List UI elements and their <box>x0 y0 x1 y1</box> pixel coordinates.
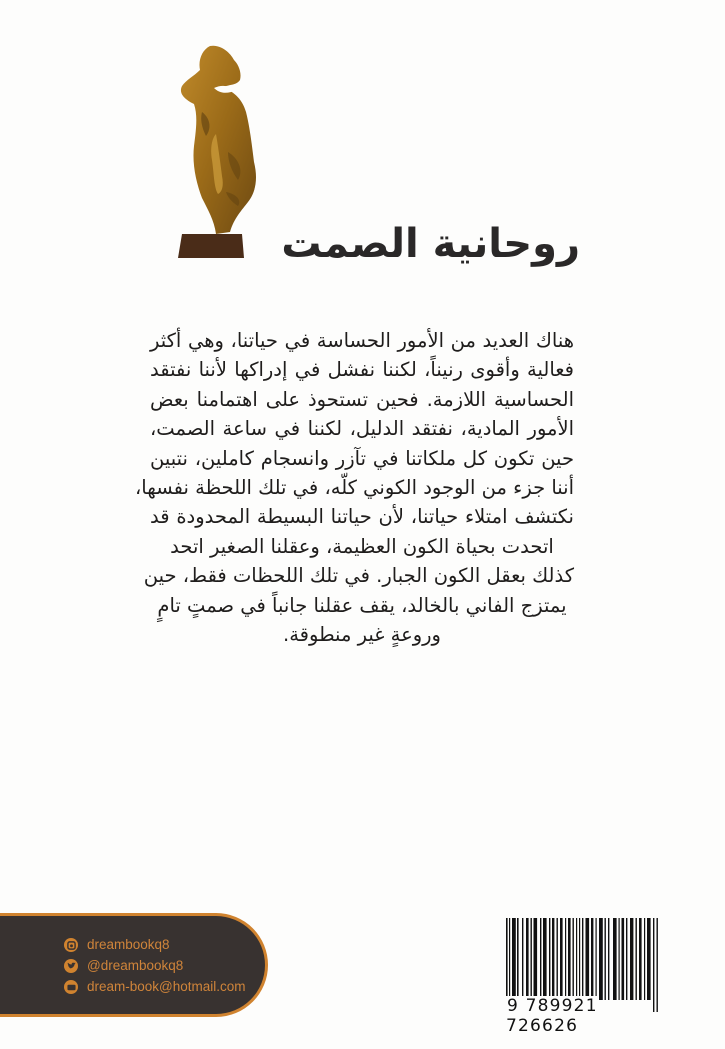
blurb-line: وروعةٍ غير منطوقة. <box>283 623 441 647</box>
social-row-twitter[interactable] <box>64 957 183 975</box>
twitter-handle: @dreambookq8 <box>87 958 184 973</box>
book-title: روحانية الصمت <box>281 221 580 267</box>
blurb-line: الحساسية اللازمة. فحين تستحوذ على اهتمامنا بعض <box>150 387 574 411</box>
blurb-line: هناك العديد من الأمور الحساسة في حياتنا، وهي أكثر <box>150 329 574 352</box>
blurb-line: فعالية وأقوى رنيناً، لكننا نفشل في إدراكها لأننا نفتقد <box>150 358 574 382</box>
blurb-line: حين تكون كل ملكاتنا في تآزر وانسجام كاملين، نتبين <box>150 446 574 470</box>
twitter-icon <box>64 959 78 973</box>
social-row-email[interactable] <box>64 978 246 996</box>
isbn-number: 9 789921 726626 <box>506 996 598 1036</box>
email-address: dream-book@hotmail.com <box>87 979 246 994</box>
book-blurb <box>135 326 574 649</box>
instagram-handle: dreambookq8 <box>87 937 170 952</box>
blurb-line: اتحدت بحياة الكون العظيمة، وعقلنا الصغير اتحد <box>170 534 554 558</box>
blurb-line: يمتزج الفاني بالخالد، يقف عقلنا جانباً في صمتٍ تامٍ <box>157 593 567 617</box>
email-icon <box>64 980 78 994</box>
blurb-line: كذلك بعقل الكون الجبار. في تلك اللحظات فقط، حين <box>143 564 574 588</box>
blurb-line: أننا جزء من الوجود الكوني كلّه، في تلك اللحظة نفسها، <box>135 476 574 500</box>
instagram-icon <box>64 938 78 952</box>
social-row-instagram[interactable] <box>64 936 170 954</box>
blurb-line: نكتشف امتلاء حياتنا، لأن حياتنا البسيطة المحدودة قد <box>150 505 574 529</box>
social-contact-panel <box>0 913 268 1017</box>
blurb-line: الأمور المادية، نفتقد الدليل، لكننا في ساعة الصمت، <box>150 417 574 441</box>
silence-statue-illustration <box>172 42 264 262</box>
